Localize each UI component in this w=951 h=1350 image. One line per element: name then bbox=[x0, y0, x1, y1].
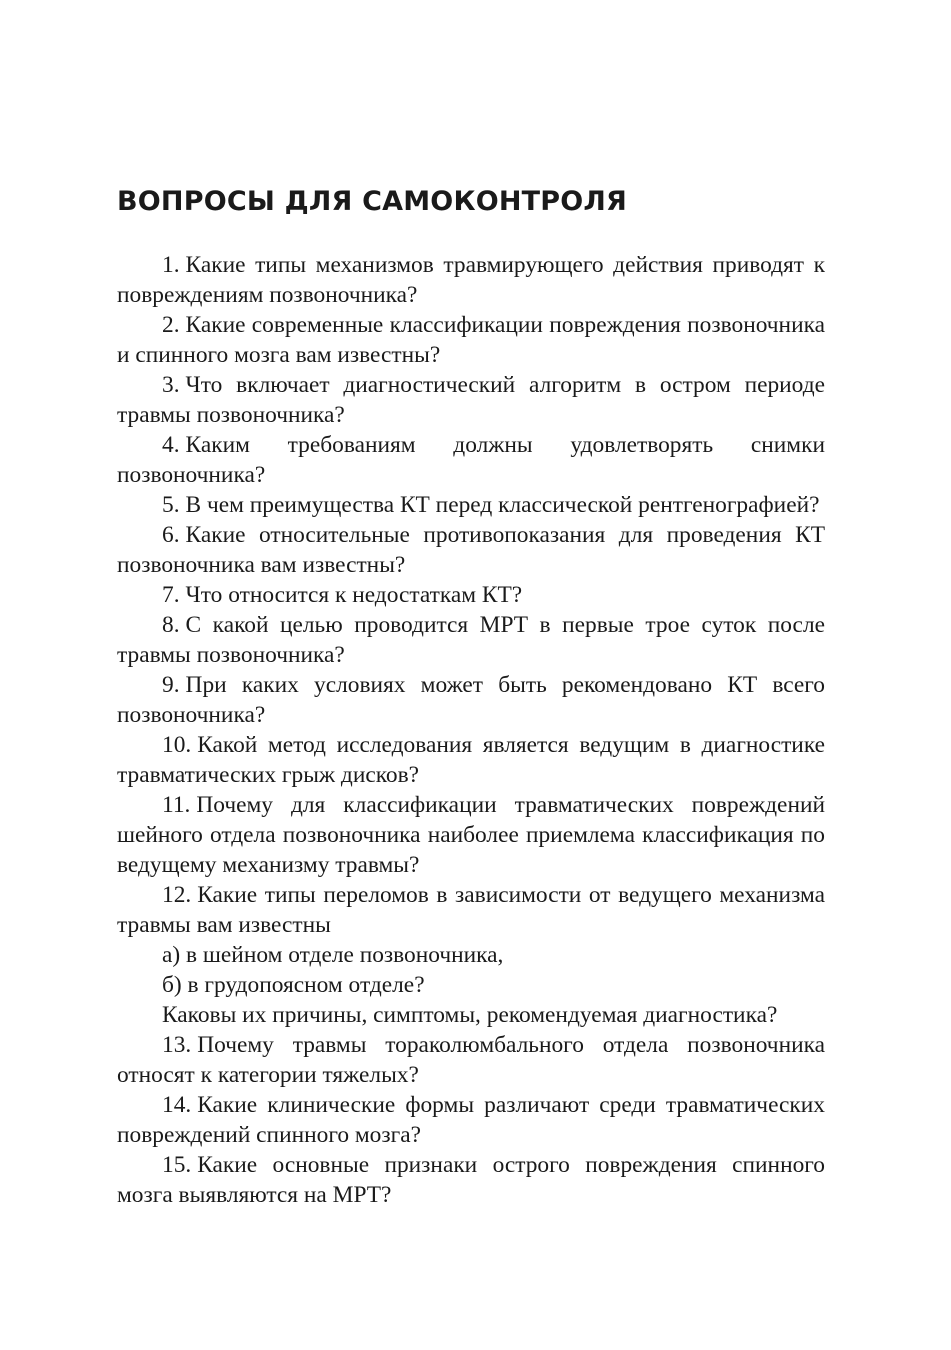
question-item bbox=[117, 880, 825, 940]
question-text: Почему для классификации травматических повреждений шейного отдела позвоночника наиболее приемлема классификация по ведущему механизму травмы? bbox=[117, 792, 825, 878]
question-number: 8. bbox=[162, 612, 180, 638]
question-item bbox=[117, 790, 825, 880]
question-text: При каких условиях может быть рекомендовано КТ всего позвоночника? bbox=[117, 672, 825, 728]
question-item bbox=[117, 430, 825, 490]
question-number: 5. bbox=[162, 492, 180, 518]
question-text: Каким требованиям должны удовлетворять снимки позвоночника? bbox=[117, 432, 825, 488]
page-heading: ВОПРОСЫ ДЛЯ САМОКОНТРОЛЯ bbox=[117, 186, 628, 217]
question-number: 10. bbox=[162, 732, 192, 758]
question-item bbox=[117, 1090, 825, 1150]
question-text: Какие современные классификации повреждения позвоночника и спинного мозга вам известны? bbox=[117, 312, 825, 368]
question-text: С какой целью проводится МРТ в первые трое суток после травмы позвоночника? bbox=[117, 612, 825, 668]
question-text: Почему травмы тораколюмбального отдела позвоночника относят к категории тяжелых? bbox=[117, 1032, 825, 1088]
question-subitem: Каковы их причины, симптомы, рекомендуемая диагностика? bbox=[162, 1002, 778, 1028]
question-number: 14. bbox=[162, 1092, 192, 1118]
question-text: Что относится к недостаткам КТ? bbox=[185, 582, 523, 608]
question-item bbox=[117, 580, 825, 610]
question-text: В чем преимущества КТ перед классической рентгенографией? bbox=[185, 492, 820, 518]
question-item bbox=[117, 670, 825, 730]
question-text: Какие относительные противопоказания для проведения КТ позвоночника вам известны? bbox=[117, 522, 825, 578]
question-item bbox=[117, 730, 825, 790]
question-number: 3. bbox=[162, 372, 180, 398]
question-text: Какие типы переломов в зависимости от ведущего механизма травмы вам известны bbox=[117, 882, 825, 938]
question-number: 9. bbox=[162, 672, 180, 698]
question-number: 4. bbox=[162, 432, 180, 458]
question-number: 15. bbox=[162, 1152, 192, 1178]
question-number: 12. bbox=[162, 882, 192, 908]
question-item bbox=[117, 490, 825, 520]
question-item bbox=[117, 370, 825, 430]
question-number: 7. bbox=[162, 582, 180, 608]
question-number: 1. bbox=[162, 252, 180, 278]
question-subitem: б) в грудопоясном отделе? bbox=[162, 972, 425, 998]
question-number: 6. bbox=[162, 522, 180, 548]
question-text: Что включает диагностический алгоритм в остром периоде травмы позвоночника? bbox=[117, 372, 825, 428]
question-number: 2. bbox=[162, 312, 180, 338]
question-text: Какие основные признаки острого повреждения спинного мозга выявляются на МРТ? bbox=[117, 1152, 825, 1208]
questions-list bbox=[117, 250, 825, 1210]
question-subitem: а) в шейном отделе позвоночника, bbox=[162, 942, 504, 968]
question-text: Какой метод исследования является ведущим в диагностике травматических грыж дисков? bbox=[117, 732, 825, 788]
question-item bbox=[117, 1150, 825, 1210]
question-item bbox=[117, 310, 825, 370]
question-text: Какие клинические формы различают среди травматических повреждений спинного мозга? bbox=[117, 1092, 825, 1148]
question-number: 13. bbox=[162, 1032, 192, 1058]
question-item bbox=[117, 250, 825, 310]
question-text: Какие типы механизмов травмирующего действия приводят к повреждениям позвоночника? bbox=[117, 252, 825, 308]
question-item bbox=[117, 610, 825, 670]
question-item bbox=[117, 1030, 825, 1090]
question-item bbox=[117, 520, 825, 580]
question-number: 11. bbox=[162, 792, 191, 818]
